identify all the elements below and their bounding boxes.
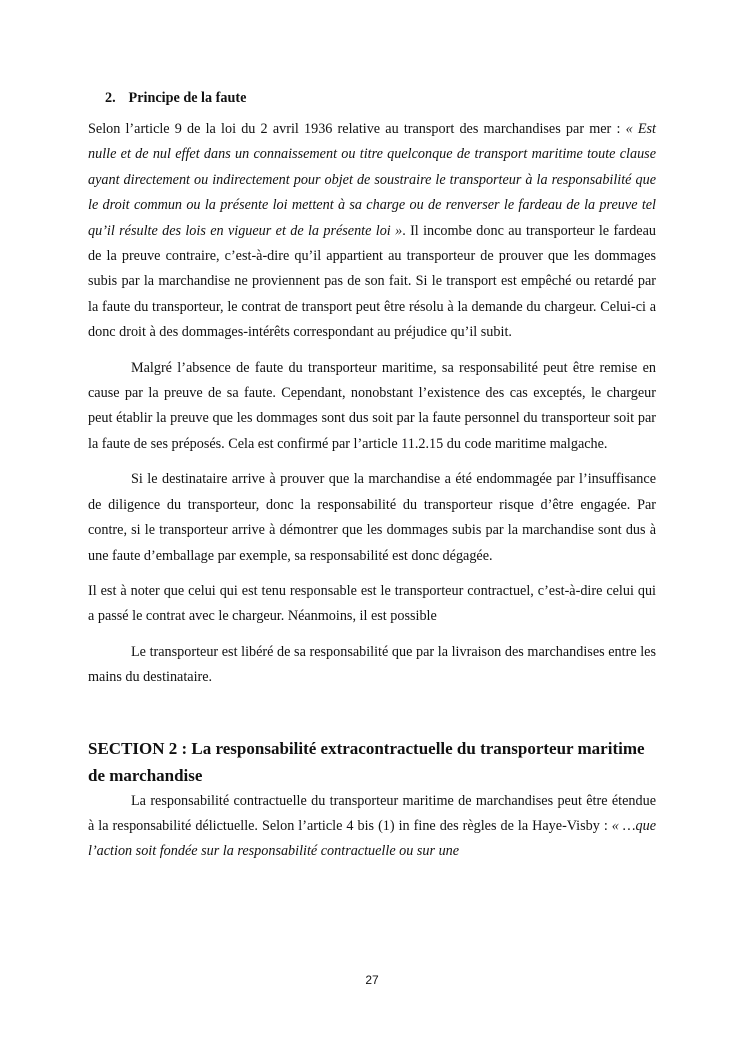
document-page [88, 88, 656, 865]
paragraph-article-9-intro: Selon l’article 9 de la loi du 2 avril 1936 relative au transport des marchandises par mer : [88, 121, 626, 137]
paragraph-absence-de-faute: Malgré l’absence de faute du transporteur maritime, sa responsabilité peut être remise en cause par la preuve de sa faute. Cependant, nonobstant l’existence des cas exceptés, le chargeur peut établir la preuve que les dommages sont dus soit par la faute personnel du transporteur soit par la faute de ses préposés. Cela est confirmé par l’article 11.2.15 du code maritime malgache. [88, 359, 656, 452]
subheading-title: Principe de la faute [128, 90, 247, 106]
paragraph-liberation: Le transporteur est libéré de sa responsabilité que par la livraison des marchandises entre les mains du destinataire. [88, 643, 656, 686]
section-heading: SECTION 2 : La responsabilité extracontractuelle du transporteur maritime de marchandise [88, 738, 645, 785]
paragraph-section-intro-quote: « …que l’action soit fondée sur la responsabilité contractuelle ou sur une [88, 817, 656, 860]
subheading-principe-de-la-faute [105, 88, 656, 108]
paragraph-section-intro [88, 789, 656, 865]
subheading-number: 2. [105, 90, 116, 106]
page-number: 27 [365, 973, 379, 987]
paragraph-article-9-quote: « Est nulle et de nul effet dans un connaissement ou titre quelconque de transport maritime toute clause ayant directement ou indirectement pour objet de soustraire le transporteur à la responsabilité que le droit commun ou la présente loi mettent à sa charge ou de renverser le fardeau de la preuve tel qu’il résulte des lois en vigueur et de la présente loi » [88, 121, 656, 239]
paragraph-transporteur-contractuel: Il est à noter que celui qui est tenu responsable est le transporteur contractuel, c’est-à-dire celui qui a passé le contrat avec le chargeur. Néanmoins, il est possible [88, 582, 656, 625]
paragraph-section-intro-text: La responsabilité contractuelle du transporteur maritime de marchandises peut être étendue à la responsabilité délictuelle. Selon l’article 4 bis (1) in fine des règles de la Haye-Visby : [88, 792, 656, 834]
paragraph-article-9-rest: . Il incombe donc au transporteur le fardeau de la preuve contraire, c’est-à-dire qu’il appartient au transporteur de prouver que les dommages subis par la marchandise ne proviennent pas de son fait. Si le transport est empêché ou retardé par la faute du transporteur, le contrat de transport peut être résolu à la demande du chargeur. Celui-ci a donc droit à des dommages-intérêts correspondant au préjudice qu’il subit. [88, 222, 656, 341]
paragraph-destinataire: Si le destinataire arrive à prouver que la marchandise a été endommagée par l’insuffisance de diligence du transporteur, donc la responsabilité du transporteur risque d’être engagée. Par contre, si le transporteur arrive à démontrer que les dommages subis par la marchandise sont dus à une faute d’emballage par exemple, sa responsabilité est donc dégagée. [88, 471, 656, 564]
paragraph-article-9 [88, 117, 656, 346]
